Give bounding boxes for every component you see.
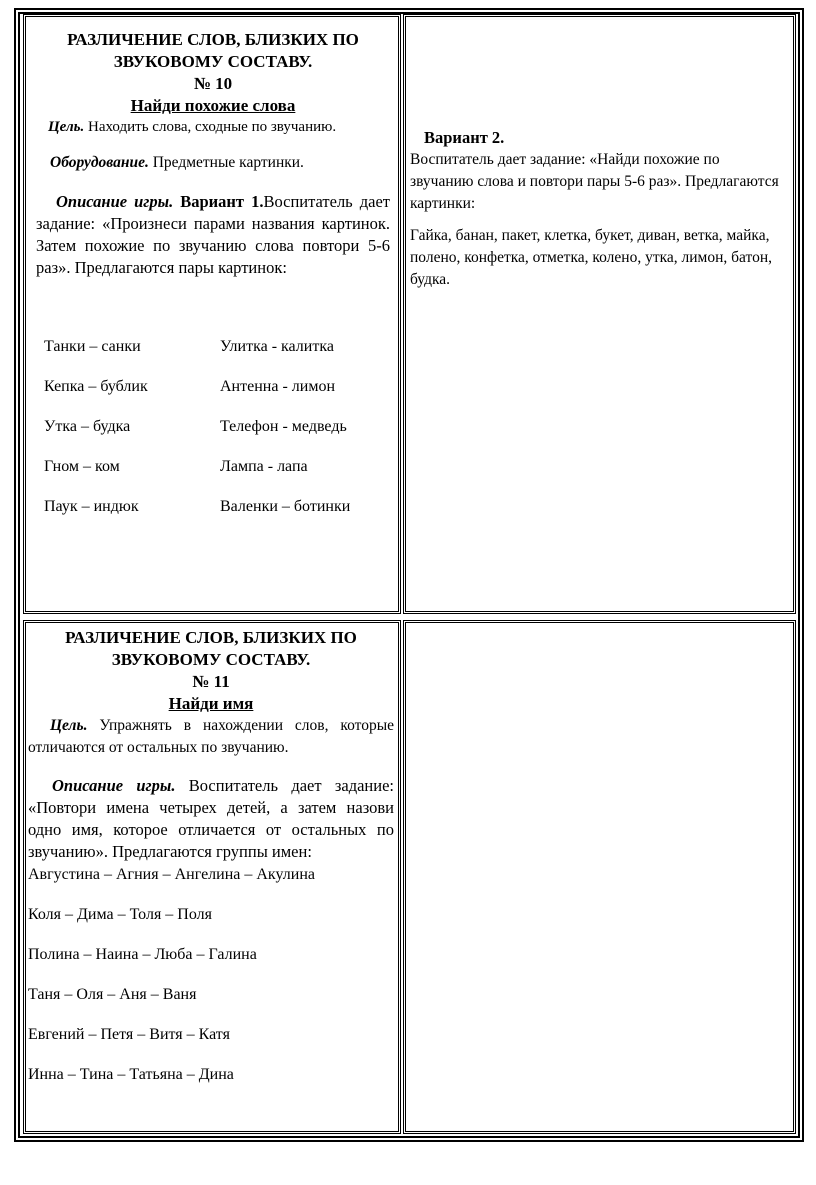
card-10-title-2: ЗВУКОВОМУ СОСТАВУ. bbox=[113, 52, 313, 71]
card-11-desc-label: Описание игры. bbox=[52, 776, 176, 795]
card-10-main bbox=[23, 14, 401, 614]
pair-right: Валенки – ботинки bbox=[220, 498, 351, 515]
card-11-description bbox=[28, 775, 394, 863]
card-10-description bbox=[36, 191, 390, 279]
card-10-equip-label: Оборудование. bbox=[50, 154, 149, 171]
card-11-desc-text: Воспитатель дает задание: «Повтори имена четырех детей, а затем назови одно имя, которое отличается от остальных по звучанию». Предлагаются группы имен: bbox=[28, 776, 394, 861]
card-10-equip-text: Предметные картинки. bbox=[148, 154, 304, 171]
name-group: Коля – Дима – Толя – Поля bbox=[28, 906, 212, 923]
pair-left: Гном – ком bbox=[44, 458, 120, 475]
card-10-desc-label: Описание игры. bbox=[56, 192, 174, 211]
variant-2-label: Вариант 2. bbox=[424, 128, 505, 147]
card-11-goal-label: Цель. bbox=[50, 717, 88, 734]
card-10-title-1: РАЗЛИЧЕНИЕ СЛОВ, БЛИЗКИХ ПО bbox=[67, 30, 359, 49]
card-11-empty bbox=[403, 620, 796, 1134]
name-groups-list bbox=[28, 865, 394, 1105]
name-group: Таня – Оля – Аня – Ваня bbox=[28, 986, 197, 1003]
card-11-goal bbox=[28, 715, 394, 759]
card-10-desc-text: Воспитатель дает задание: «Произнеси парами названия картинок. Затем похожие по звучанию слова повтори 5-6 раз». Предлагаются пары картинок: bbox=[36, 192, 390, 277]
word-pair bbox=[44, 417, 384, 457]
variant-2-words: Гайка, банан, пакет, клетка, букет, диван, ветка, майка, полено, конфетка, отметка, колено, утка, лимон, батон, будка. bbox=[410, 227, 773, 288]
name-group: Полина – Наина – Люба – Галина bbox=[28, 946, 257, 963]
word-pair bbox=[44, 457, 384, 497]
card-10-number: № 10 bbox=[193, 74, 233, 93]
card-11-title-2: ЗВУКОВОМУ СОСТАВУ. bbox=[111, 650, 311, 669]
card-11-main bbox=[23, 620, 401, 1134]
name-group: Евгений – Петя – Витя – Катя bbox=[28, 1026, 230, 1043]
word-pair bbox=[44, 337, 384, 377]
variant-2-text: Воспитатель дает задание: «Найди похожие по звучанию слова и повтори пары 5-6 раз». Предлагаются картинки: bbox=[410, 151, 779, 212]
word-pairs-list bbox=[44, 337, 384, 537]
card-10-goal bbox=[36, 117, 390, 137]
card-11-number: № 11 bbox=[192, 672, 230, 691]
pair-right: Улитка - калитка bbox=[220, 338, 334, 355]
pair-right: Антенна - лимон bbox=[220, 378, 335, 395]
word-pair bbox=[44, 497, 384, 537]
pair-right: Лампа - лапа bbox=[220, 458, 308, 475]
card-11-goal-text: Упражнять в нахождении слов, которые отличаются от остальных по звучанию. bbox=[28, 717, 394, 756]
card-10-equipment bbox=[36, 153, 390, 173]
pair-left: Танки – санки bbox=[44, 338, 141, 355]
card-11-title-1: РАЗЛИЧЕНИЕ СЛОВ, БЛИЗКИХ ПО bbox=[65, 628, 357, 647]
card-10-variant1-label: Вариант 1. bbox=[173, 192, 264, 211]
card-10-variant-2 bbox=[403, 14, 796, 614]
word-pair bbox=[44, 377, 384, 417]
pair-right: Телефон - медведь bbox=[220, 418, 347, 435]
card-10-game-name: Найди похожие слова bbox=[130, 96, 296, 115]
pair-left: Утка – будка bbox=[44, 418, 131, 435]
card-11-game-name: Найди имя bbox=[168, 694, 254, 713]
pair-left: Кепка – бублик bbox=[44, 378, 148, 395]
pair-left: Паук – индюк bbox=[44, 498, 139, 515]
name-group: Августина – Агния – Ангелина – Акулина bbox=[28, 866, 315, 883]
card-10-goal-text: Находить слова, сходные по звучанию. bbox=[84, 119, 337, 135]
name-group: Инна – Тина – Татьяна – Дина bbox=[28, 1066, 234, 1083]
card-10-goal-label: Цель. bbox=[48, 119, 85, 135]
